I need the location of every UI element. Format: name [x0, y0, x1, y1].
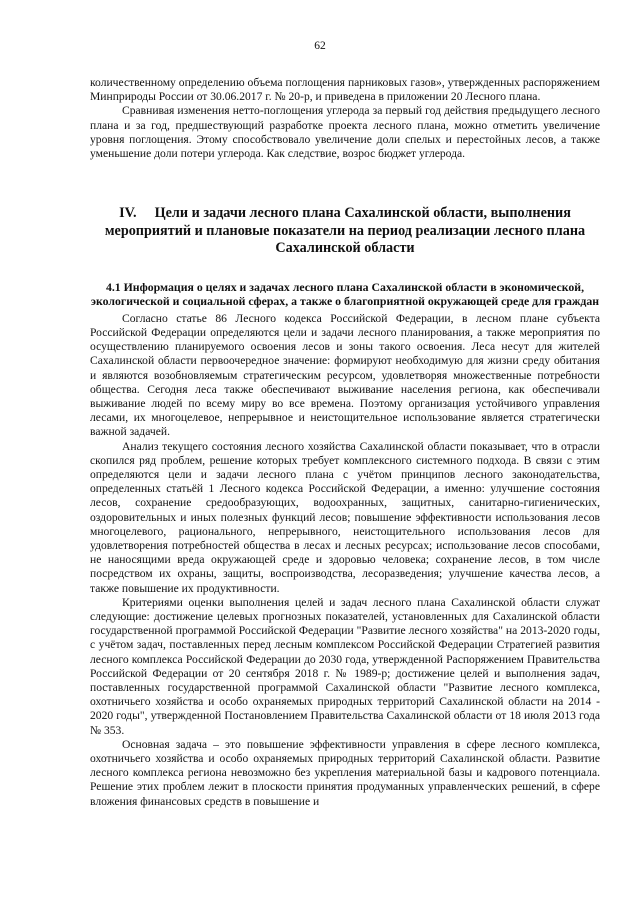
chapter-number: IV.: [119, 205, 137, 222]
paragraph: Согласно статье 86 Лесного кодекса Российской Федерации, в лесном плане субъекта Российской Федерации определяются цели и задачи лесного планирования, а также мероприятия по осуществлению планируемого освоения лесов и зоны такого освоения. Леса несут для жителей Сахалинской области первоочередное значение: формируют необходимую для жизни среду обитания и являются возобновляемым стратегическим ресурсом, удовлетворяя множественные потребности общества. Сегодня леса также обеспечивают выживание населения региона, как обеспечивали выживание людей по всему миру во все времена. Поэтому организация устойчивого управления лесами, их многоцелевое, непрерывное и неистощительное использование является стратегически важной задачей.: [90, 311, 600, 439]
page-content: [90, 76, 600, 809]
paragraph-continued: количественному определению объема поглощения парниковых газов», утвержденных распоряжением Минприроды России от 30.06.2017 г. № 20-р, и приведена в приложении 20 Лесного плана.: [90, 76, 600, 104]
page-number: 62: [314, 40, 326, 52]
section-heading: 4.1 Информация о целях и задачах лесного плана Сахалинской области в экономической, экологической и социальной сферах, а также о благоприятной окружающей среде для граждан: [90, 279, 600, 308]
chapter-title: Цели и задачи лесного плана Сахалинской области, выполнения мероприятий и плановые показатели на период реализации лесного плана Сахалинской области: [104, 205, 586, 257]
paragraph: Критериями оценки выполнения целей и задач лесного плана Сахалинской области служат следующие: достижение целевых прогнозных показателей, установленных для Сахалинской области государственной программой Российской Федерации "Развитие лесного хозяйства" на 2013-2020 годы, с учётом задач, поставленных перед лесным комплексом Российской Федерации Стратегией развития лесного комплекса Российской Федерации до 2030 года, утвержденной Распоряжением Правительства Российской Федерации от 20 сентября 2018 г. № 1989-р; достижение целей и выполнения задач, поставленных государственной программой Сахалинской области "Развитие лесного комплекса, охотничьего хозяйства и особо охраняемых природных территорий Сахалинской области на 2014 - 2020 годы", утвержденной Постановлением Правительства Сахалинской области от 18 июля 2013 года № 353.: [90, 595, 600, 737]
paragraph: Анализ текущего состояния лесного хозяйства Сахалинской области показывает, что в отрасли скопился ряд проблем, решение которых требует комплексного системного подхода. В связи с этим определяются цели и задачи лесного плана с учётом принципов лесного законодательства, определенных статьёй 1 Лесного кодекса Российской Федерации, а именно: улучшение состояния лесов, сохранение средообразующих, водоохранных, защитных, санитарно-гигиенических, оздоровительных и иных полезных функций лесов; повышение эффективности использования лесов многоцелевого, рационального, непрерывного, неистощительного использования лесов для удовлетворения потребностей общества в лесах и лесных ресурсах; использование лесов способами, не наносящими вреда окружающей среде и здоровью человека; сохранение лесов, в том числе посредством их охраны, защиты, воспроизводства, лесоразведения; улучшение качества лесов, а также повышение их продуктивности.: [90, 439, 600, 595]
paragraph: Сравнивая изменения нетто-поглощения углерода за первый год действия предыдущего лесного плана и за год, предшествующий разработке проекта лесного плана, можно отметить увеличение уровня поглощения. Этому способствовало увеличение доли спелых и перестойных лесов, а также уменьшение доли потери углерода. Как следствие, возрос бюджет углерода.: [90, 104, 600, 161]
chapter-heading: [90, 205, 600, 258]
paragraph: Основная задача – это повышение эффективности управления в сфере лесного комплекса, охотничьего хозяйства и особо охраняемых природных территорий Сахалинской области. Развитие лесного комплекса региона невозможно без укрепления материальной базы и кадрового потенциала. Решение этих проблем лежит в плоскости принятия продуманных управленческих решений, в сфере вложения финансовых средств в повышение и: [90, 737, 600, 808]
